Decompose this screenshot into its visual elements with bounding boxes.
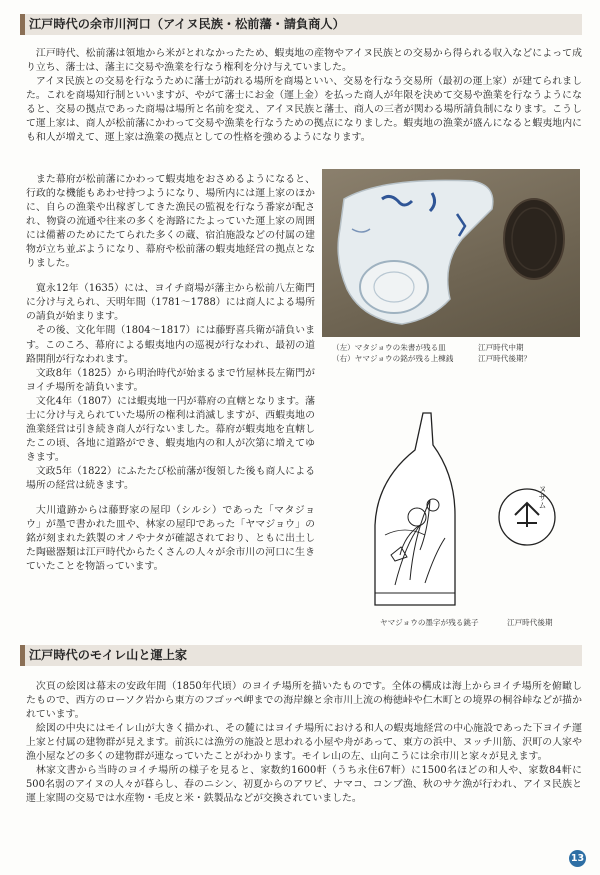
body-paragraph: その後、文化年間（1804～1817）には藤野喜兵衛が請負います。このころ、幕府による蝦夷地内の巡視が行なわれ、最初の道路開削が行なわれます。 [26,325,315,365]
stamp-text: ヌサム [538,485,547,509]
body-paragraph: 次頁の絵図は幕末の安政年間（1850年代頃）のヨイチ場所を描いたものです。全体の構成は海上からヨイチ場所を俯瞰したもので、西方のローソク岩から東方のフゴッペ岬までの海岸線と余市川上流の梅徳峠や仁木町との境界の桐谷峠などが描かれています。 [26,681,582,721]
bottle-caption: ヤマジョウの墨字が残る銚子 [380,618,479,627]
body-paragraph: また幕府が松前藩にかわって蝦夷地をおさめるようになると、行政的な機能もあわせ持つようになり、場所内には運上家のほかに、自らの漁業や出稼ぎしてきた漁民の監視を行なう番家が配され、物資の流通や往来の多くを海路にたよっていた運上家の周囲には備蓄のためにたてられた多くの蔵、宿泊施設などの付属の建物が立ち並ぶようになり、幕府や松前藩の蝦夷地経営の拠点となりました。 [26,174,315,270]
section2-title: 江戸時代のモイレ山と運上家 [29,648,188,662]
section2-heading [20,645,582,666]
section1-intro [26,47,582,145]
photo-caption-left-era: 江戸時代中期 [478,343,524,352]
body-paragraph: 絵図の中央にはモイレ山が大きく描かれ、その麓にはヨイチ場所における和人の蝦夷地経営の中心施設であった下ヨイチ運上家と付属の建物群が見えます。前浜には漁労の施設と思われる小屋や舟があって、東方の浜中、ヌッチ川筋、沢町の人家や漁小屋などの多くの建物群が連なっていたことがわかります。モイレ山の左、山向こうには余市川と家々が見えます。 [26,723,582,763]
page-number: 13 [569,850,586,867]
intro-paragraph: 江戸時代、松前藩は領地から米がとれなかったため、蝦夷地の産物やアイヌ民族との交易から得られる収入などによって成り立ち、藩士は、藩主に交易や漁業を行なう権利を分け与えていました。 [26,48,582,74]
bottle-caption-era: 江戸時代後期 [507,618,553,627]
photo-caption-right-era: 江戸時代後期？ [478,354,532,363]
body-paragraph: 文政8年（1825）から明治時代が始まるまで竹屋林長左衛門がヨイチ場所を請負います。 [26,367,315,393]
photo-caption-right: （右）ヤマジョウの銘が残る上棟銭 [332,354,454,363]
photo-caption-left: （左）マタジョウの朱書が残る皿 [332,343,446,352]
body-paragraph: 大川遺跡からは藤野家の屋印（シルシ）であった「マタジョウ」が墨で書かれた皿や、林家の屋印であった「ヤマジョウ」の銘が刻まれた鉄製のオノやナタが確認されており、ともに出土した陶磁器類は江戸時代からたくさんの人々が余市川の河口に生きていたことを物語っています。 [26,505,315,573]
bottle-drawing [355,405,580,610]
body-paragraph: 文化4年（1807）には蝦夷地一円が幕府の直轄となります。藩士に分け与えられていた場所の権利は消滅しますが、西蝦夷地の漁業経営は引き続き商人が行ないました。幕府が蝦夷地を直轄したこの頃、各地に道路ができ、蝦夷地内の和人が次第に増えてゆきます。 [26,395,315,463]
intro-paragraph: アイヌ民族との交易を行なうために藩士が訪れる場所を商場といい、交易を行なう交易所（最初の運上家）が建てられました。これを商場知行制といいますが、やがて藩士にお金（運上金）を払った商人が年限を決めて交易や漁業を行なうようになると、交易の拠点であった商場は場所と名前を変え、アイヌ民族と藩士、商人の三者が関わる場所請負制になります。こうして運上家は、商人が松前藩にかわって交易や漁業を行なうための拠点になりました。蝦夷地の漁業が盛んになると蝦夷地内にも和人が増えて、運上家は漁業の拠点としての性格を強めるようになります。 [26,76,582,144]
body-paragraph: 寛永12年（1635）には、ヨイチ商場が藩主から松前八左衛門に分け与えられ、天明年間（1781～1788）には商人による場所の請負が始まります。 [26,283,315,323]
artifacts-photo-art [322,169,580,337]
section1-title: 江戸時代の余市川河口（アイヌ民族・松前藩・請負商人） [29,17,345,31]
section1-left-column [26,173,315,574]
artifacts-photo [322,169,580,337]
body-paragraph: 文政5年（1822）にふたたび松前藩が復領した後も商人による場所の経営は続きます。 [26,465,315,491]
body-paragraph: 林家文書から当時のヨイチ場所の様子を見ると、家数約1600軒（うち永住67軒）に1500名ほどの和人や、家数84軒に500名弱のアイヌの人々が暮らし、春のニシン、初夏からのアワビ、ナマコ、コンブ漁、秋のサケ漁が行われ、アイヌ民族と運上家間の交易では水産物・毛皮と米・鉄製品などが交換されていました。 [26,765,582,805]
section2-body [26,680,582,806]
section1-heading [20,14,582,35]
